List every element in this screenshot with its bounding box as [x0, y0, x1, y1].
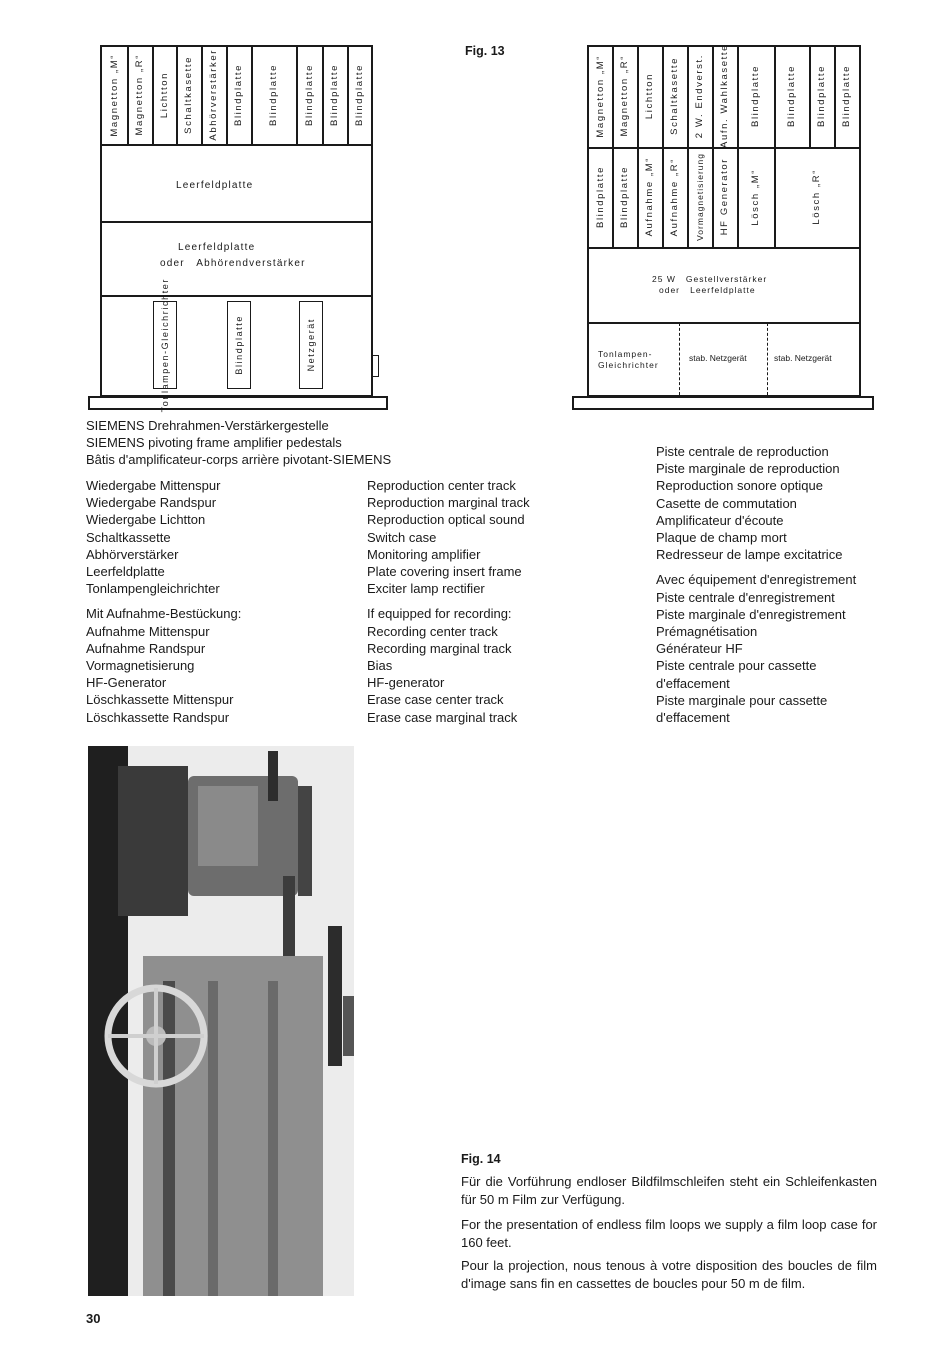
left-top-module: Blindplatte: [303, 64, 315, 126]
left-top-module: Blindplatte: [233, 64, 244, 126]
list-item: d'effacement: [656, 710, 730, 726]
fig14-text-en: For the presentation of endless film loops we supply a film loop case for 160 feet.: [461, 1217, 877, 1250]
right-mid-module: Lösch „M“: [750, 168, 761, 226]
list-item: Reproduction optical sound: [367, 512, 525, 528]
right-rack-base: [572, 396, 874, 410]
right-top-module: Blindplatte: [816, 65, 827, 127]
left-bottom-module: Netzgerät: [299, 301, 323, 389]
page-number: 30: [86, 1311, 101, 1326]
list-english: [367, 477, 530, 726]
list-item: Bias: [367, 658, 393, 674]
list-item: Leerfeldplatte: [86, 564, 165, 580]
list-item: Erase case marginal track: [367, 709, 518, 725]
list-item: Vormagnetisierung: [86, 658, 195, 674]
right-amp-line1: 25 W Gestellverstärker: [652, 274, 768, 284]
list-item: Générateur HF: [656, 641, 743, 657]
list-item: Amplificateur d'écoute: [656, 512, 784, 528]
right-mid-module: Blindplatte: [595, 166, 606, 228]
list-item: Recording center track: [367, 623, 498, 639]
left-bottom-module: Blindplatte: [227, 301, 251, 389]
right-bottom-netz2: stab. Netzgerät: [774, 353, 832, 363]
list-item: Wiedergabe Lichtton: [86, 512, 206, 528]
list-item: Reproduction sonore optique: [656, 478, 823, 494]
left-top-module: Blindplatte: [329, 64, 340, 126]
right-top-module: Magnetton „M“: [595, 54, 606, 138]
left-panel-leerfeld: Leerfeldplatte: [176, 180, 254, 191]
list-item: Prémagnétisation: [656, 624, 758, 640]
list-item: Aufnahme Mittenspur: [86, 623, 210, 639]
list-item: Casette de commutation: [656, 495, 797, 511]
projector-illustration: [88, 746, 354, 1296]
list-item: Exciter lamp rectifier: [367, 581, 485, 597]
right-top-module: Blindplatte: [841, 65, 852, 127]
left-top-module: Schaltkasette: [183, 56, 194, 134]
right-top-module: Schaltkasette: [669, 57, 680, 135]
right-top-module: Magnetton „R“: [619, 55, 630, 137]
list-item: Piste marginale de reproduction: [656, 461, 840, 477]
list-heading: If equipped for recording:: [367, 606, 512, 622]
fig14-text-de: Für die Vorführung endloser Bildfilmschleifen steht ein Schleifenkasten für 50 m Film zur Verfügung.: [461, 1174, 877, 1207]
left-panel2-line1: Leerfeldplatte: [178, 242, 256, 253]
list-item: HF-generator: [367, 675, 445, 691]
right-mid-module: HF Generator: [719, 158, 730, 236]
left-top-module: Lichtton: [158, 71, 170, 119]
right-bottom-netz1: stab. Netzgerät: [689, 353, 747, 363]
left-panel2-line2: oder Abhörendverstärker: [160, 258, 306, 269]
fig14-text-fr: Pour la projection, nous tenous à votre disposition des boucles de film d'image sans fin en cassettes de boucles pour 50 m de film.: [461, 1258, 877, 1291]
list-french: [656, 443, 856, 726]
left-rack-handle: [371, 355, 379, 377]
list-item: Switch case: [367, 529, 437, 545]
right-top-module: 2 W. Endverst.: [694, 53, 705, 139]
list-item: Piste marginale d'enregistrement: [656, 606, 846, 622]
list-item: Löschkassette Randspur: [86, 709, 230, 725]
list-item: Reproduction center track: [367, 478, 516, 493]
list-heading: Avec équipement d'enregistrement: [656, 572, 857, 588]
list-item: Piste centrale pour cassette: [656, 658, 817, 674]
list-item: Piste centrale d'enregistrement: [656, 589, 835, 605]
list-item: Piste marginale pour cassette: [656, 692, 828, 708]
list-item: Monitoring amplifier: [367, 546, 481, 562]
right-mid-module: Aufnahme „R“: [669, 157, 680, 237]
list-item: Plaque de champ mort: [656, 530, 787, 546]
caption-block: [86, 417, 391, 469]
right-top-module: Lichtton: [644, 72, 655, 120]
caption-fr: Bâtis d'amplificateur-corps arrière pivotant-SIEMENS: [86, 452, 392, 468]
list-item: Reproduction marginal track: [367, 495, 530, 511]
right-top-module: Blindplatte: [750, 65, 761, 127]
list-item: Löschkassette Mittenspur: [86, 692, 234, 708]
list-item: Wiedergabe Randspur: [86, 495, 217, 511]
right-top-module: Blindplatte: [786, 65, 797, 127]
list-german: [86, 477, 241, 726]
left-bottom-module: Tonlampen-Gleichrichter: [153, 301, 177, 389]
list-item: Abhörverstärker: [86, 546, 179, 562]
fig14-label: Fig. 14: [461, 1152, 501, 1166]
list-item: Piste centrale de reproduction: [656, 444, 829, 459]
projector-photo: [88, 746, 354, 1296]
right-amp-line2: oder Leerfeldplatte: [659, 285, 756, 295]
list-item: Plate covering insert frame: [367, 564, 522, 580]
left-top-module: Abhörverstärker: [208, 49, 219, 141]
list-item: Recording marginal track: [367, 640, 512, 656]
list-item: Wiedergabe Mittenspur: [86, 478, 221, 493]
list-heading: Mit Aufnahme-Bestückung:: [86, 606, 242, 622]
right-bottom-rectifier: Tonlampen-Gleichrichter: [598, 349, 659, 370]
list-item: HF-Generator: [86, 675, 167, 691]
caption-en: SIEMENS pivoting frame amplifier pedestals: [86, 435, 342, 451]
right-mid-module: Vormagnetisierung: [694, 153, 705, 241]
right-mid-module: Lösch „R“: [811, 169, 822, 225]
list-item: Erase case center track: [367, 692, 504, 708]
list-item: d'effacement: [656, 675, 730, 691]
right-mid-module: Aufnahme „M“: [644, 157, 655, 237]
left-top-module: Blindplatte: [268, 64, 279, 126]
left-rack-base: [88, 396, 388, 410]
right-top-module: Aufn. Wahlkasette: [719, 44, 730, 148]
caption-de: SIEMENS Drehrahmen-Verstärkergestelle: [86, 418, 329, 433]
left-top-module: Blindplatte: [354, 64, 365, 126]
list-item: Redresseur de lampe excitatrice: [656, 547, 843, 563]
fig13-label: Fig. 13: [465, 44, 505, 58]
list-item: Schaltkassette: [86, 529, 171, 545]
list-item: Aufnahme Randspur: [86, 640, 206, 656]
list-item: Tonlampengleichrichter: [86, 581, 220, 597]
left-top-module: Magnetton „M“: [109, 53, 120, 137]
right-mid-module: Blindplatte: [619, 166, 630, 228]
left-top-module: Magnetton „R“: [134, 54, 145, 136]
